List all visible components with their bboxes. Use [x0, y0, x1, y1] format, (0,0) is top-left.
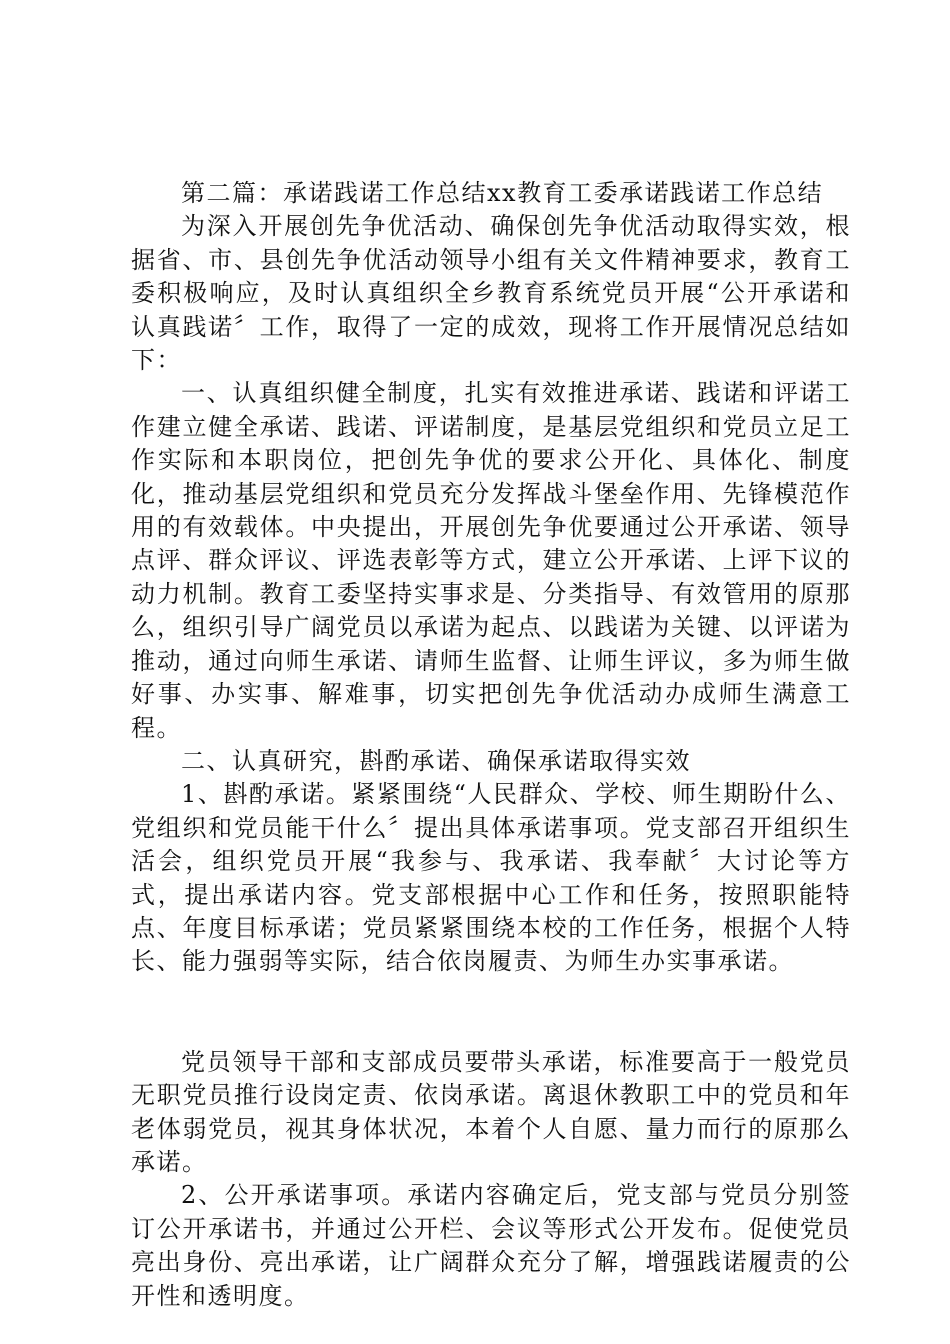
paragraph-section-two-heading: 二、认真研究，斟酌承诺、确保承诺取得实效 — [181, 746, 691, 775]
document-body — [131, 177, 851, 1313]
paragraph-item-one: 1、斟酌承诺。紧紧围绕“人民群众、学校、师生期盼什么、党组织和党员能干什么〞提出具体承诺事项。党支部召开组织生活会，组织党员开展“我参与、我承诺、我奉献〞大讨论等方式，提出承诺内容。党支部根据中心工作和任务，按照职能特点、年度目标承诺；党员紧紧围绕本校的工作任务，根据个人特长、能力强弱等实际，结合依岗履责、为师生办实事承诺。 — [131, 780, 851, 976]
paragraph-leaders: 党员领导干部和支部成员要带头承诺，标准要高于一般党员无职党员推行设岗定责、依岗承诺。离退休教职工中的党员和年老体弱党员，视其身体状况，本着个人自愿、量力而行的原那么承诺。 — [131, 1047, 851, 1176]
document-title: 第二篇：承诺践诺工作总结xx教育工委承诺践诺工作总结 — [181, 179, 824, 207]
paragraph-section-one: 一、认真组织健全制度，扎实有效推进承诺、践诺和评诺工作建立健全承诺、践诺、评诺制度，是基层党组织和党员立足工作实际和本职岗位，把创先争优的要求公开化、具体化、制度化，推动基层党组织和党员充分发挥战斗堡垒作用、先锋模范作用的有效载体。中央提出，开展创先争优要通过公开承诺、领导点评、群众评议、评选表彰等方式，建立公开承诺、上评下议的动力机制。教育工委坚持实事求是、分类指导、有效管用的原那么，组织引导广阔党员以承诺为起点、以践诺为关键、以评诺为推动，通过向师生承诺、请师生监督、让师生评议，多为师生做好事、办实事、解难事，切实把创先争优活动办成师生满意工程。 — [131, 379, 851, 742]
paragraph-intro: 为深入开展创先争优活动、确保创先争优活动取得实效，根据省、市、县创先争优活动领导小组有关文件精神要求，教育工委积极响应，及时认真组织全乡教育系统党员开展“公开承诺和认真践诺〞工作，取得了一定的成效，现将工作开展情况总结如下： — [131, 212, 851, 375]
paragraph-spacer — [131, 979, 851, 1046]
paragraph-item-two: 2、公开承诺事项。承诺内容确定后，党支部与党员分别签订公开承诺书，并通过公开栏、会议等形式公开发布。促使党员亮出身份、亮出承诺，让广阔群众充分了解，增强践诺履责的公开性和透明度。 — [131, 1181, 851, 1310]
